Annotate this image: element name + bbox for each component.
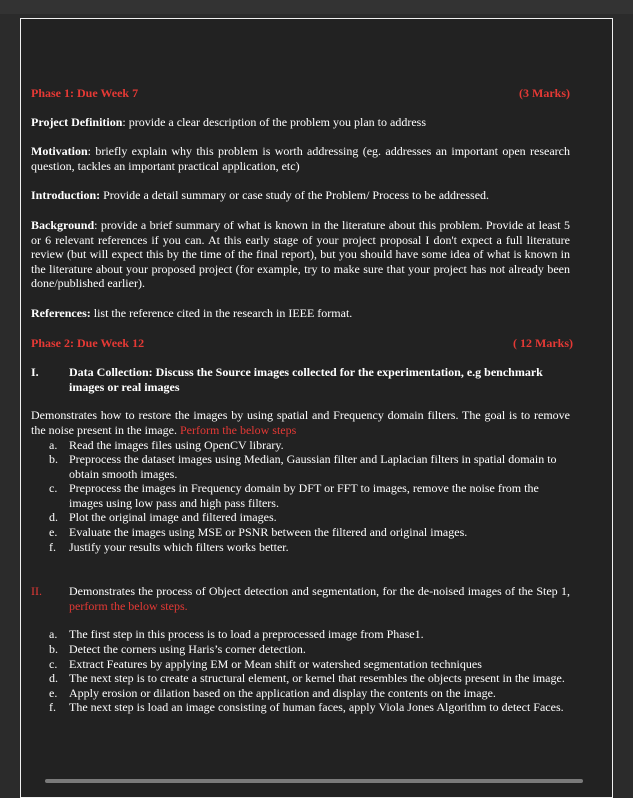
window-top-bar bbox=[0, 0, 633, 14]
phase1-header bbox=[31, 86, 570, 101]
section2-heading bbox=[31, 584, 570, 613]
horizontal-scrollbar[interactable] bbox=[45, 779, 583, 783]
section2-number: II. bbox=[31, 584, 42, 599]
list-item: c. Extract Features by applying EM or Mean shift or watershed segmentation techniques bbox=[49, 656, 482, 671]
section1-number: I. bbox=[31, 365, 39, 380]
list-item: d. Plot the original image and filtered images. bbox=[49, 510, 277, 525]
list-item: f. Justify your results which filters works better. bbox=[49, 539, 289, 554]
motivation: Motivation: briefly explain why this problem is worth addressing (eg. addresses an important open research question, tackles an important practical application, etc) bbox=[31, 144, 570, 173]
phase2-marks: ( 12 Marks) bbox=[513, 335, 573, 350]
background: Background: provide a brief summary of what is known in the literature about this problem. Provide at least 5 or 6 relevant references if you can. At this early stage of your project proposal I don't expect a full literature review (but will expect this by the time of the final report), but you should have some idea of what is known in the literature about your proposed project (for example, try to make sure that your project has not already been done/published earlier). bbox=[31, 217, 570, 291]
project-definition: Project Definition: provide a clear description of the problem you plan to address bbox=[31, 114, 426, 129]
document-content bbox=[31, 86, 573, 715]
list-item: a. Read the images files using OpenCV library. bbox=[49, 437, 284, 452]
phase2-title: Phase 2: Due Week 12 bbox=[31, 335, 145, 350]
list-item: e. Apply erosion or dilation based on the application and display the contents on the image. bbox=[49, 685, 496, 700]
phase1-marks: (3 Marks) bbox=[519, 86, 570, 100]
list-item: c. Preprocess the images in Frequency domain by DFT or FFT to images, remove the noise from the images using low pass and high pass filters. bbox=[49, 481, 539, 510]
phase2-header bbox=[31, 335, 573, 351]
list-item: a. The first step in this process is to load a preprocessed image from Phase1. bbox=[49, 627, 424, 642]
section2-steps bbox=[49, 627, 570, 715]
introduction: Introduction: Provide a detail summary or case study of the Problem/ Process to be addressed. bbox=[31, 188, 490, 203]
list-item: b. Detect the corners using Haris’s corner detection. bbox=[49, 642, 306, 657]
phase1-title: Phase 1: Due Week 7 bbox=[31, 86, 139, 100]
section1-steps bbox=[49, 438, 570, 555]
list-item: d. The next step is to create a structural element, or kernel that resembles the objects present in the image. bbox=[49, 671, 565, 686]
section1-heading-text: Data Collection: Discuss the Source images collected for the experimentation, e.g benchmark images or real images bbox=[69, 365, 543, 394]
list-item: e. Evaluate the images using MSE or PSNR between the filtered and original images. bbox=[49, 525, 468, 540]
list-item: f. The next step is load an image consisting of human faces, apply Viola Jones Algorithm to detect Faces. bbox=[49, 700, 564, 715]
section1-heading bbox=[31, 365, 570, 394]
section2-text: Demonstrates the process of Object detection and segmentation, for the de-noised images of the Step 1, perform the below steps. bbox=[69, 584, 570, 613]
references: References: list the reference cited in the research in IEEE format. bbox=[31, 305, 353, 320]
section1-intro: Demonstrates how to restore the images by using spatial and Frequency domain filters. The goal is to remove the noise present in the image. Perform the below steps bbox=[31, 408, 570, 437]
list-item: b. Preprocess the dataset images using Median, Gaussian filter and Laplacian filters in spatial domain to obtain smooth images. bbox=[49, 452, 557, 481]
